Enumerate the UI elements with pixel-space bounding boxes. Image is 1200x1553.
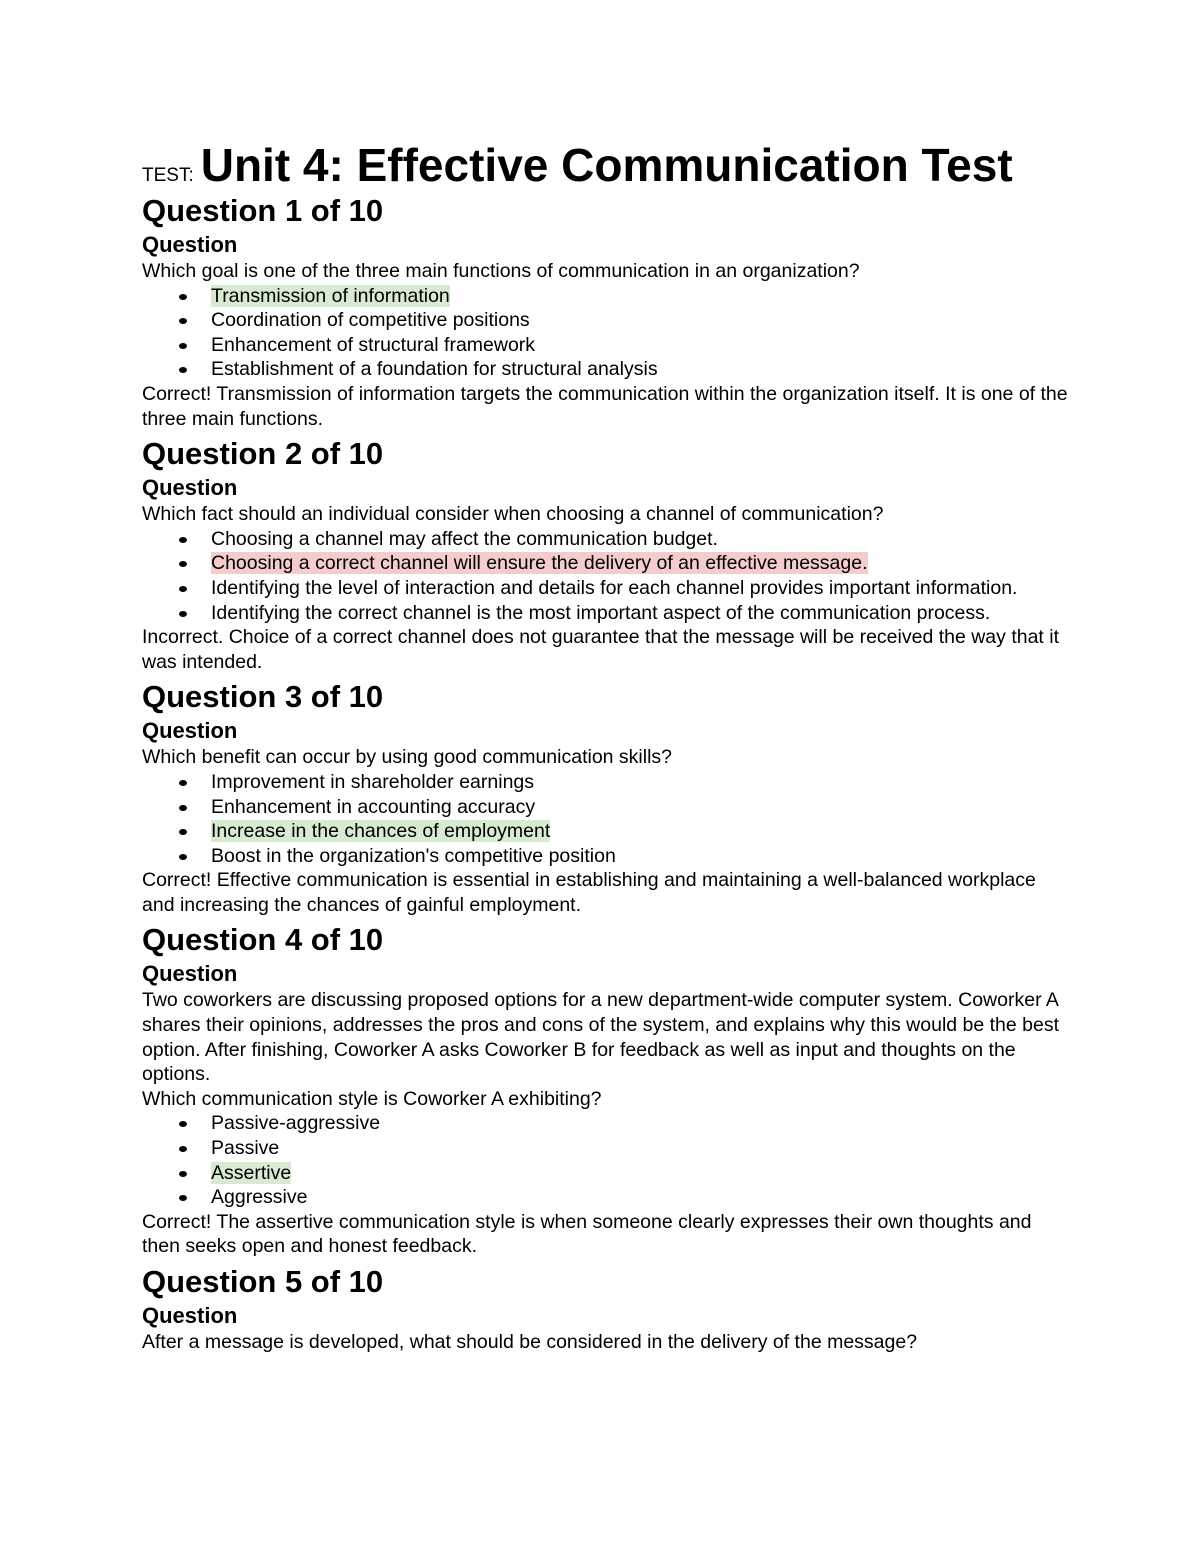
answer-option [211, 844, 1072, 869]
answer-option [211, 819, 1072, 844]
answer-option [211, 1161, 1072, 1186]
title-prefix: TEST: [142, 165, 194, 186]
bullet-icon [179, 1171, 187, 1177]
answer-option [211, 357, 1072, 382]
answer-option-text: Aggressive [211, 1186, 308, 1209]
answer-feedback: Incorrect. Choice of a correct channel does not guarantee that the message will be received the way that it was intended. [142, 626, 1060, 673]
answer-options [142, 284, 1072, 382]
question-heading: Question 2 of 10 [142, 436, 384, 472]
answer-option [211, 1136, 1072, 1161]
answer-options [142, 527, 1072, 625]
question-heading: Question 3 of 10 [142, 679, 384, 715]
answer-option-text: Transmission of information [211, 284, 450, 307]
answer-option-text: Identifying the level of interaction and details for each channel provides important information. [211, 576, 1018, 599]
answer-feedback: Correct! The assertive communication style is when someone clearly expresses their own thoughts and then seeks open and honest feedback. [142, 1210, 1032, 1258]
bullet-icon [179, 805, 187, 811]
bullet-icon [179, 537, 187, 543]
question-text: Which benefit can occur by using good communication skills? [142, 746, 673, 769]
bullet-icon [179, 1146, 187, 1152]
bullet-icon [179, 586, 187, 592]
answer-option [211, 333, 1072, 358]
bullet-icon [179, 1195, 187, 1201]
question-text: Two coworkers are discussing proposed options for a new department-wide computer system. Coworker A shares their opinions, addresses the pros and cons of the system, and explains why this would be the best option. After finishing, Coworker A asks Coworker B for feedback as well as input and thoughts on the options. [142, 989, 1060, 1086]
answer-option [211, 308, 1072, 333]
question-label: Question [142, 232, 238, 257]
answer-option-text: Enhancement in accounting accuracy [211, 795, 536, 818]
answer-option-text: Improvement in shareholder earnings [211, 770, 535, 793]
bullet-icon [179, 561, 187, 567]
questions-list [142, 194, 1072, 1355]
document-title [142, 139, 1072, 191]
answer-option [211, 770, 1072, 795]
page-title: Unit 4: Effective Communication Test [200, 139, 1013, 191]
answer-option-text: Establishment of a foundation for structural analysis [211, 358, 658, 381]
answer-option [211, 1111, 1072, 1136]
answer-option-text: Enhancement of structural framework [211, 333, 536, 356]
bullet-icon [179, 829, 187, 835]
bullet-icon [179, 1121, 187, 1127]
answer-option [211, 601, 1072, 626]
question-heading: Question 4 of 10 [142, 922, 384, 958]
answer-option [211, 527, 1072, 552]
answer-option [211, 795, 1072, 820]
document-page [142, 139, 1072, 1355]
question-text: Which goal is one of the three main functions of communication in an organization? [142, 260, 860, 282]
answer-option-text: Assertive [211, 1161, 292, 1184]
answer-option-text: Passive [211, 1137, 280, 1160]
question-block [142, 437, 1072, 674]
answer-option-text: Identifying the correct channel is the most important aspect of the communication process. [211, 601, 991, 624]
answer-feedback: Correct! Effective communication is essential in establishing and maintaining a well-balanced workplace and increasing the chances of gainful employment. [142, 869, 1036, 916]
answer-options [142, 1111, 1072, 1209]
answer-options [142, 770, 1072, 868]
bullet-icon [179, 780, 187, 786]
answer-option [211, 576, 1072, 601]
question-heading: Question 1 of 10 [142, 193, 384, 228]
bullet-icon [179, 367, 187, 373]
question-label: Question [142, 475, 238, 501]
question-block [142, 923, 1072, 1259]
answer-option-text: Passive-aggressive [211, 1112, 381, 1135]
answer-option-text: Increase in the chances of employment [211, 820, 551, 843]
bullet-icon [179, 343, 187, 349]
answer-option [211, 284, 1072, 309]
bullet-icon [179, 611, 187, 617]
question-block [142, 1265, 1072, 1355]
bullet-icon [179, 854, 187, 860]
question-label: Question [142, 1303, 238, 1328]
question-block [142, 680, 1072, 917]
answer-option [211, 1185, 1072, 1210]
answer-option-text: Choosing a correct channel will ensure the delivery of an effective message. [211, 552, 868, 575]
bullet-icon [179, 318, 187, 324]
bullet-icon [179, 294, 187, 300]
answer-option [211, 551, 1072, 576]
answer-option-text: Choosing a channel may affect the communication budget. [211, 527, 718, 550]
question-heading: Question 5 of 10 [142, 1264, 384, 1299]
question-block [142, 194, 1072, 431]
question-label: Question [142, 718, 238, 744]
question-text: Which fact should an individual consider when choosing a channel of communication? [142, 503, 884, 526]
answer-option-text: Coordination of competitive positions [211, 309, 530, 332]
answer-option-text: Boost in the organization's competitive position [211, 844, 616, 867]
question-label: Question [142, 961, 238, 987]
answer-feedback: Correct! Transmission of information targets the communication within the organization itself. It is one of the three main functions. [142, 382, 1068, 430]
question-text: Which communication style is Coworker A exhibiting? [142, 1087, 602, 1110]
question-text: After a message is developed, what should be considered in the delivery of the message? [142, 1331, 918, 1353]
